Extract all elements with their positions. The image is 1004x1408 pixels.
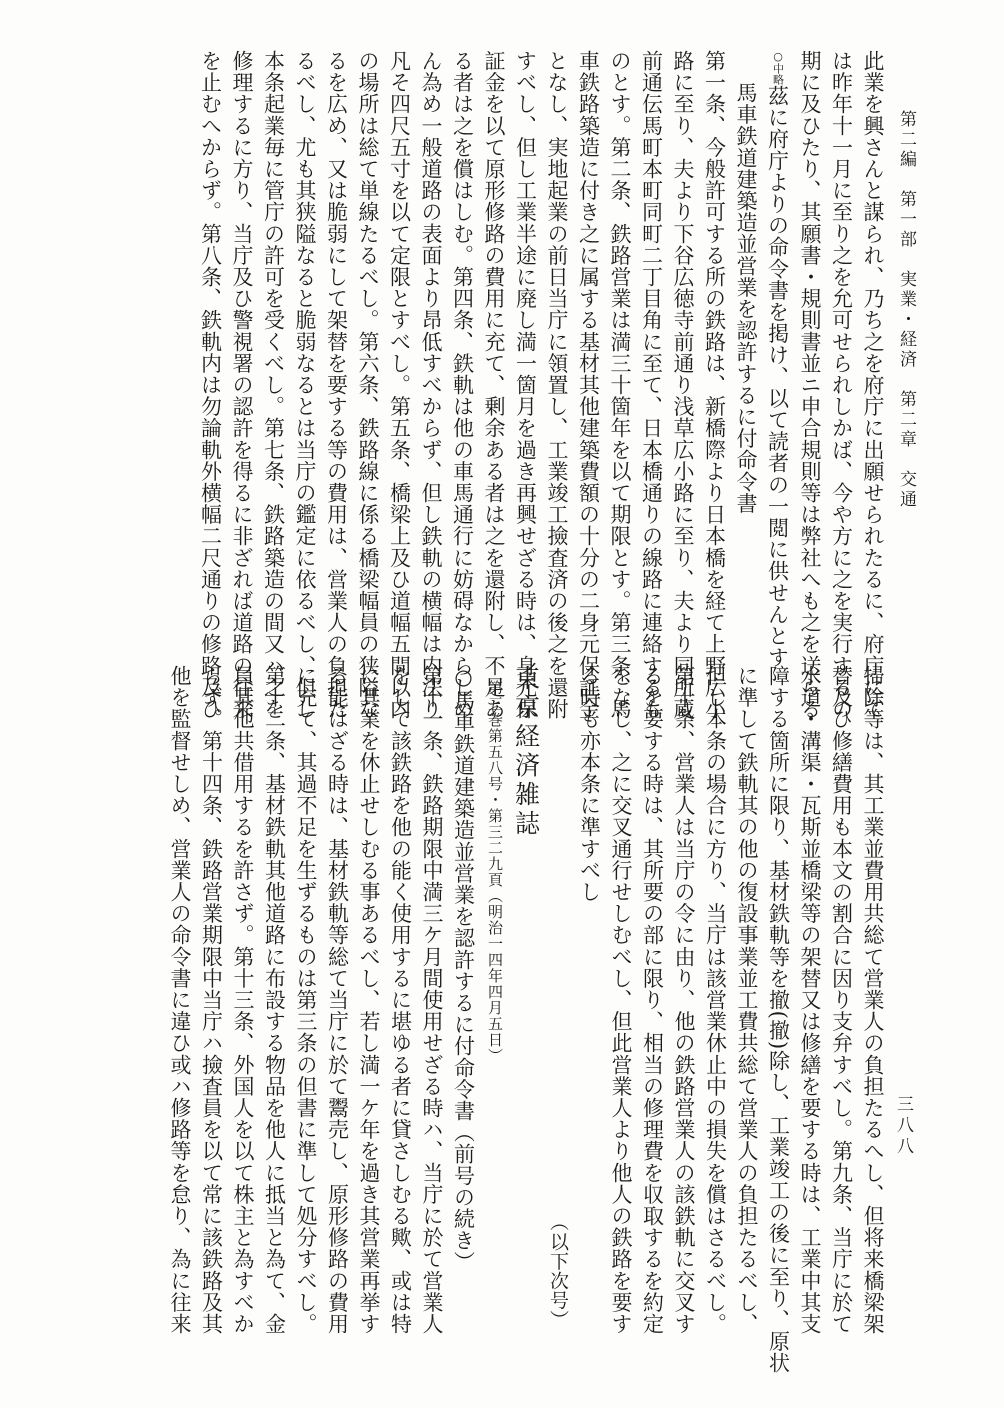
page-number: 三八八 xyxy=(893,1095,913,1158)
citation: 第三巻第五八号・第三二九頁（明治一四年四月五日） xyxy=(486,680,504,1064)
text-line: 前通伝馬町本町同町二丁目角に至て、日本橋通りの線路に連絡するも xyxy=(639,50,664,720)
text-line: 凡そ四尺五寸を以て定限とすべし。第五条、橋梁上及ひ道幅五間以内 xyxy=(387,50,412,720)
magazine-title: 東京経済雑誌 xyxy=(511,665,541,839)
text-line: に充て、其過不足を生ずるものは第三条の但書に準して処分すべし。 xyxy=(294,665,318,1335)
text-line: 修理するに方り、当庁及ひ警視署の認許を得るに非ざれば道路の往来 xyxy=(230,50,254,720)
text-line: 他を監督せしめ、営業人の命令書に違ひ或ハ修路等を怠り、為に往来 xyxy=(168,665,192,1335)
text-line: は昨年十一月に至り之を允可せられしかば、今や方に之を実行するの xyxy=(829,50,854,720)
text-line: るべし、尤も其狭隘なると脆弱なるとは当庁の鑑定に依るべし、但し xyxy=(293,50,317,720)
text-line-content: 茲に府庁よりの命令書を掲け、以て読者の一閲に供せんとす xyxy=(765,85,790,669)
text-line: を止むへからず。第八条、鉄軌内は勿論軌外横幅二尺通りの修路及ひ xyxy=(198,50,223,720)
text-line: 期に及ひたり、其願書・規則書並ニ申合規則等は弊社へも之を送らる xyxy=(798,50,822,720)
text-line: 路に至り、夫より下谷広徳寺前通り浅草広小路に至り、夫より同所蔵 xyxy=(671,50,695,720)
text-line: 第十二条、基材鉄軌其他道路に布設する物品を他人に抵当と為て、金 xyxy=(262,665,287,1335)
section-heading: 馬車鉄道建築造並営業を認許するに付命令書 xyxy=(734,81,758,514)
text-line xyxy=(761,50,794,669)
text-line: 此業を興さんと謀られ、乃ち之を府庁に出願せられたるに、府庁にて xyxy=(861,50,885,720)
text-line: をして該鉄路を他の能く使用するに堪ゆる者に貸さしむる歟、或は特 xyxy=(388,665,413,1335)
text-line: 車鉄路築造に付き之に属する基材其他建築費額の十分の二身元保証金 xyxy=(576,50,601,720)
text-line: 障する箇所に限り、基材鉄軌等を撤(撤)除し、工業竣工の後に至り、原状 xyxy=(766,665,791,1374)
text-line: 掃除等は、其工業並費用共総て営業人の負担たるへし、但将来橋梁架 xyxy=(861,665,885,1335)
text-line: に準して鉄軌其の他の復設事業並工費共総て営業人の負担たるべし、 xyxy=(735,665,759,1335)
text-line: 水道・溝渠・瓦斯並橋梁等の架替又は修繕を要する時は、工業中其支 xyxy=(798,665,822,1335)
text-line: に其業を休止せしむる事あるべし、若し満一ケ年を過き其営業再挙す xyxy=(357,665,381,1335)
text-line: の場所は総て単線たるべし。第六条、鉄路線に係る橋梁幅員の狭隘な xyxy=(356,50,380,720)
text-line: をなし、之に交叉通行せしむべし、但此営業人より他人の鉄路を要す xyxy=(609,665,633,1335)
text-line: 但し本条の場合に方り、当庁は該営業休止中の損失を償はさるべし。 xyxy=(703,665,728,1335)
text-line: ん為め一般道路の表面より昂低すべからず、但し鉄軌の横幅は内法り xyxy=(419,50,443,720)
section-heading: ○馬車鉄道建築造並営業を認許するに付命令書（前号の続き） xyxy=(451,665,476,1273)
text-line: 第一条、今般許可する所の鉄路は、新橋際より日本橋を経て上野広小 xyxy=(702,50,727,720)
text-line: る時も亦本条に準すべし xyxy=(577,665,602,903)
text-line: のとす。第二条、鉄路営業は満三十箇年を以て期限とす。第三条、馬 xyxy=(608,50,632,720)
text-line: る能はざる時は、基材鉄軌等総て当庁に於て鬻売し、原形修路の費用 xyxy=(325,665,350,1335)
text-line: となし、実地起業の前日当庁に領置し、工業竣工撿査済の後之を還附 xyxy=(545,50,569,720)
text-line: 本条起業毎に管庁の許可を受くべし。第七条、鉄路築造の間又ハ之を xyxy=(261,50,286,720)
text-line: る者は之を償はしむ。第四条、鉄軌は他の車馬通行に妨碍なからしめ xyxy=(450,50,475,720)
text-line: らず。第十四条、鉄路営業期限中当庁ハ撿査員を以て常に該鉄路及其 xyxy=(199,665,224,1335)
running-head: 第二編 第一部 実業・経済 第二章 交通 xyxy=(896,110,916,510)
lower-text-block xyxy=(88,665,888,1374)
text-line: 第十一条、鉄路期限中満三ケ月間使用せざる時ハ、当庁に於て営業人 xyxy=(420,665,444,1335)
text-line: 第十条、営業人は当庁の令に由り、他の鉄路営業人の該鉄軌に交叉す xyxy=(672,665,696,1335)
text-line: 替及ひ修繕費用も本文の割合に因り支弁すべし。第九条、当庁に於て xyxy=(829,665,854,1335)
text-line: るを広め、又は脆弱にして架替を要する等の費用は、営業人の負担た xyxy=(324,50,349,720)
text-line: 証金を以て原形修路の費用に充て、剰余ある者は之を還附し、不足あ xyxy=(482,50,506,720)
text-line: るを要する時は、其所要の部に限り、相当の修理費を収取するを約定 xyxy=(640,665,665,1335)
omission-marker: ○中略 xyxy=(771,50,785,85)
text-line: 員其他共借用するを許さず。第十三条、外国人を以て株主と為すべか xyxy=(231,665,255,1335)
text-line: すべし、但し工業半途に廃し満一箇月を過き再興せざる時は、身元保 xyxy=(513,50,538,720)
continued-note: （以下次号） xyxy=(547,1212,569,1330)
upper-text-block xyxy=(108,50,888,720)
